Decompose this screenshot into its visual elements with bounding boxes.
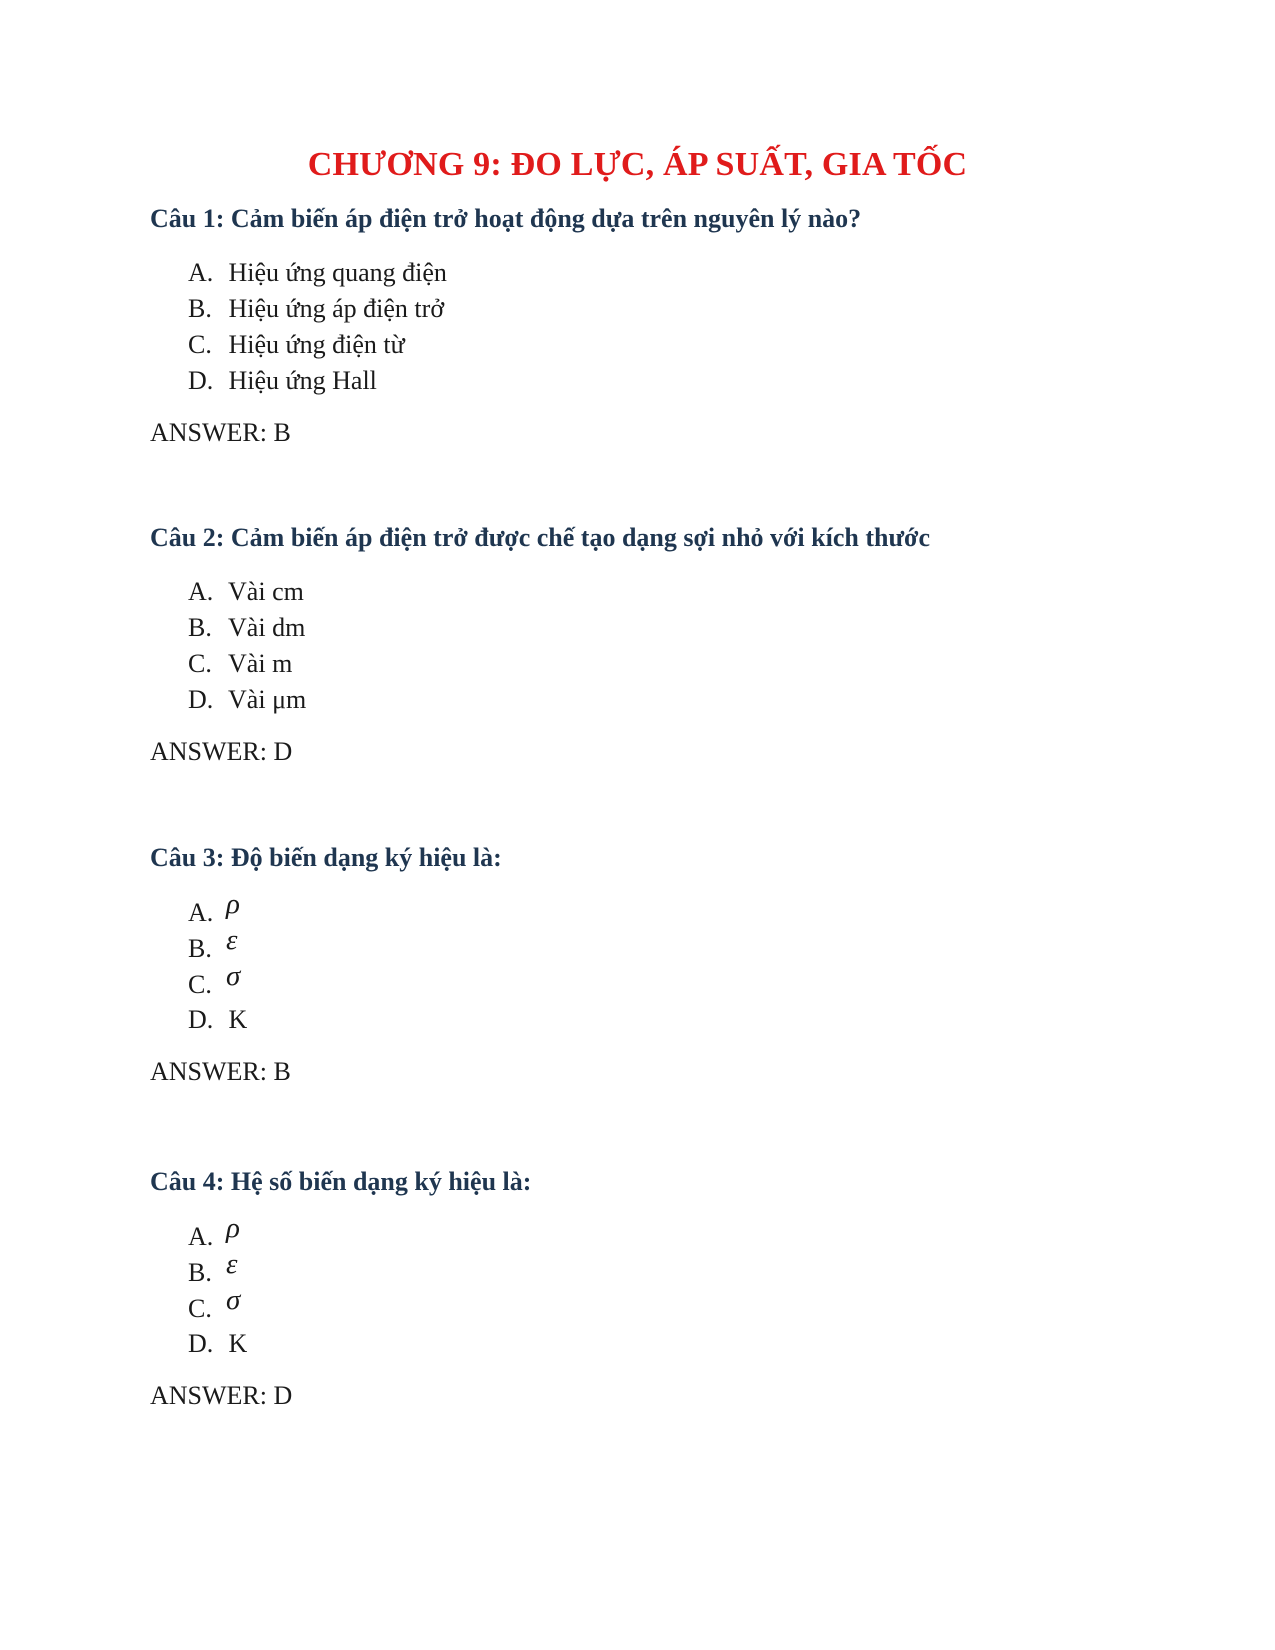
rho-symbol: ρ xyxy=(226,888,240,920)
option-c xyxy=(188,327,1150,363)
question-text: Câu 2: Cảm biến áp điện trở được chế tạo dạng sợi nhỏ với kích thước xyxy=(150,523,930,552)
question-text: Câu 3: Độ biến dạng ký hiệu là: xyxy=(150,843,502,872)
option-letter: C. xyxy=(188,970,212,999)
option-a xyxy=(188,1212,1150,1254)
option-letter: A. xyxy=(188,1222,214,1251)
epsilon-symbol: ε xyxy=(226,1248,238,1280)
chapter-title: CHƯƠNG 9: ĐO LỰC, ÁP SUẤT, GIA TỐC xyxy=(307,146,968,183)
option-text: Hiệu ứng quang điện xyxy=(228,258,447,287)
option-a xyxy=(188,255,1150,291)
options-list xyxy=(188,255,1150,399)
option-letter: B. xyxy=(188,613,212,642)
option-b xyxy=(188,1248,1150,1290)
option-c xyxy=(188,1284,1150,1326)
option-letter: A. xyxy=(188,258,214,287)
option-text: Hiệu ứng Hall xyxy=(228,366,377,395)
option-letter: B. xyxy=(188,934,212,963)
option-b xyxy=(188,610,1150,646)
option-c xyxy=(188,960,1150,1002)
option-letter: B. xyxy=(188,1258,212,1287)
option-c xyxy=(188,646,1150,682)
question-4 xyxy=(150,1166,1150,1413)
sigma-symbol: σ xyxy=(226,1284,241,1316)
question-text: Câu 1: Cảm biến áp điện trở hoạt động dựa trên nguyên lý nào? xyxy=(150,204,862,233)
option-d xyxy=(188,1002,1150,1038)
option-d xyxy=(188,682,1150,718)
question-1 xyxy=(150,203,1150,450)
option-text: Vài cm xyxy=(228,577,304,606)
option-text: Vài μm xyxy=(228,685,307,714)
option-a xyxy=(188,574,1150,610)
answer-line: ANSWER: B xyxy=(150,1057,291,1086)
answer-line: ANSWER: D xyxy=(150,737,293,766)
option-letter: C. xyxy=(188,649,212,678)
option-letter: C. xyxy=(188,330,212,359)
rho-symbol: ρ xyxy=(226,1212,240,1244)
option-d xyxy=(188,363,1150,399)
option-text: K xyxy=(228,1329,248,1358)
question-text: Câu 4: Hệ số biến dạng ký hiệu là: xyxy=(150,1167,532,1196)
sigma-symbol: σ xyxy=(226,960,241,992)
option-b xyxy=(188,924,1150,966)
option-d xyxy=(188,1326,1150,1362)
option-letter: A. xyxy=(188,898,214,927)
answer-line: ANSWER: D xyxy=(150,1381,293,1410)
option-a xyxy=(188,888,1150,930)
option-letter: D. xyxy=(188,1329,214,1358)
option-letter: D. xyxy=(188,685,214,714)
option-letter: B. xyxy=(188,294,212,323)
option-letter: C. xyxy=(188,1294,212,1323)
option-text: Hiệu ứng áp điện trở xyxy=(228,294,445,323)
options-list xyxy=(188,1212,1150,1362)
option-text: Vài dm xyxy=(228,613,306,642)
option-text: Hiệu ứng điện từ xyxy=(228,330,405,359)
question-2 xyxy=(150,522,1150,769)
option-letter: D. xyxy=(188,1005,214,1034)
options-list xyxy=(188,888,1150,1038)
options-list xyxy=(188,574,1150,718)
option-letter: D. xyxy=(188,366,214,395)
option-text: K xyxy=(228,1005,248,1034)
question-3 xyxy=(150,842,1150,1089)
option-letter: A. xyxy=(188,577,214,606)
answer-line: ANSWER: B xyxy=(150,418,291,447)
option-b xyxy=(188,291,1150,327)
option-text: Vài m xyxy=(228,649,293,678)
epsilon-symbol: ε xyxy=(226,924,238,956)
